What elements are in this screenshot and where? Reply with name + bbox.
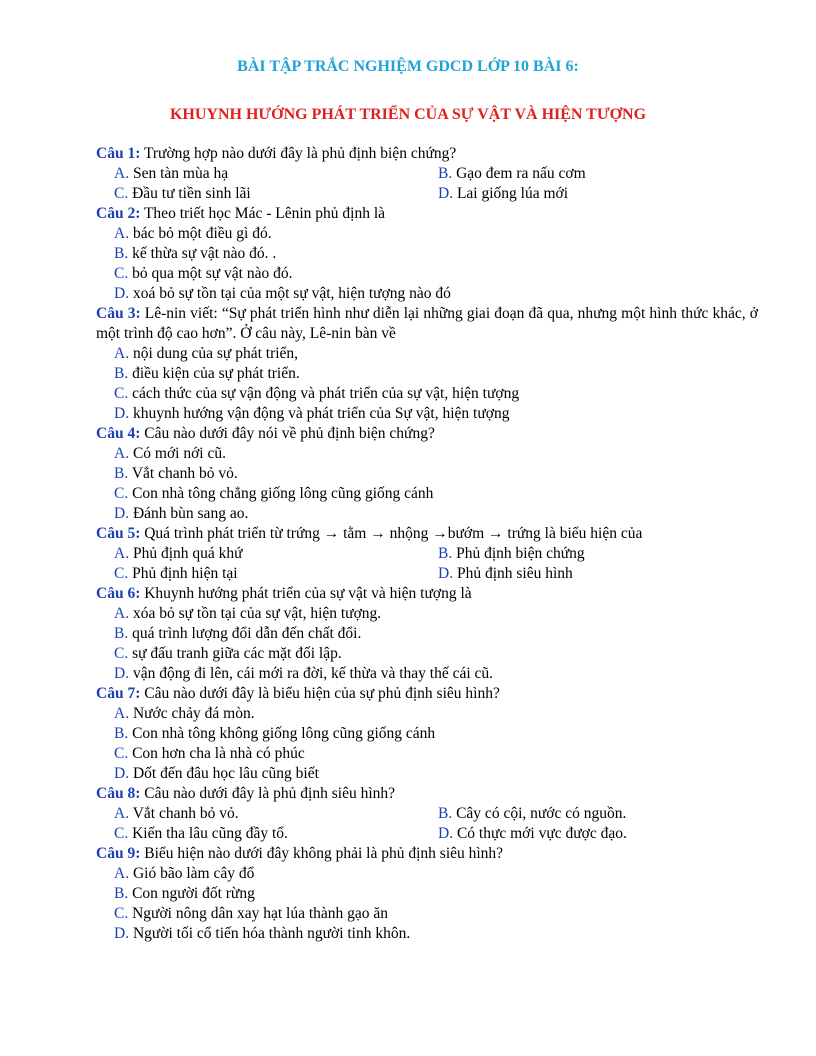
option-text: Dốt đến đâu học lâu cũng biết <box>132 765 319 782</box>
question-text: Biểu hiện nào dưới đây không phải là phủ định siêu hình? <box>144 845 504 862</box>
option-b <box>114 624 758 644</box>
question-stem <box>96 424 758 444</box>
option-letter: C. <box>114 565 129 582</box>
option-text: Người nông dân xay hạt lúa thành gạo ăn <box>132 905 389 922</box>
document-subtitle: KHUYNH HƯỚNG PHÁT TRIỂN CỦA SỰ VẬT VÀ HIỆN TƯỢNG <box>169 106 647 123</box>
option-letter: A. <box>114 165 130 182</box>
option-text: xoá bỏ sự tồn tại của một sự vật, hiện tượng nào đó <box>132 285 451 302</box>
option-c <box>114 744 758 764</box>
option-d <box>114 504 758 524</box>
option-b <box>114 724 758 744</box>
option-letter: A. <box>114 705 130 722</box>
option-text: Vắt chanh bỏ vỏ. <box>132 805 239 822</box>
question-text: Quá trình phát triển từ trứng → tằm → nhộng →bướm → trứng là biểu hiện của <box>144 525 643 542</box>
option-a <box>114 604 758 624</box>
option-a <box>114 444 758 464</box>
option-text: Đánh bùn sang ao. <box>132 505 249 522</box>
question-8 <box>96 784 758 844</box>
option-c <box>114 484 758 504</box>
question-stem <box>96 584 758 604</box>
document-title: BÀI TẬP TRẮC NGHIỆM GDCD LỚP 10 BÀI 6: <box>237 58 579 75</box>
option-text: Kiến tha lâu cũng đầy tổ. <box>132 825 288 842</box>
option-text: Phủ định hiện tại <box>132 565 238 582</box>
option-letter: C. <box>114 485 129 502</box>
option-letter: A. <box>114 445 130 462</box>
option-text: Phủ định quá khứ <box>132 545 243 562</box>
option-a <box>114 224 758 244</box>
question-3 <box>96 304 758 424</box>
option-text: vận động đi lên, cái mới ra đời, kế thừa và thay thế cái cũ. <box>132 665 494 682</box>
option-letter: B. <box>114 725 129 742</box>
option-letter: C. <box>114 905 129 922</box>
option-text: Có mới nới cũ. <box>132 445 226 462</box>
question-text: Theo triết học Mác - Lênin phủ định là <box>143 205 386 222</box>
option-text: Cây có cội, nước có nguồn. <box>456 805 627 822</box>
option-text: Phủ định siêu hình <box>456 565 573 582</box>
question-text: Lê-nin viết: “Sự phát triển hình như diễn lại những giai đoạn đã qua, nhưng một hình thức khác, ở một trình độ cao hơn”. Ở câu này, Lê-nin bàn về <box>96 305 758 342</box>
option-text: bác bỏ một điều gì đó. <box>132 225 272 242</box>
option-text: Phủ định biện chứng <box>456 545 585 562</box>
option-text: Đầu tư tiền sinh lãi <box>132 185 251 202</box>
option-letter: A. <box>114 805 130 822</box>
option-text: nội dung của sự phát triển, <box>132 345 299 362</box>
option-letter: A. <box>114 225 130 242</box>
option-letter: A. <box>114 605 130 622</box>
option-text: Nước chảy đá mòn. <box>132 705 255 722</box>
option-a <box>114 864 758 884</box>
option-letter: A. <box>114 865 130 882</box>
option-letter: C. <box>114 745 129 762</box>
question-text: Câu nào dưới đây là phủ định siêu hình? <box>144 785 396 802</box>
option-b <box>114 464 758 484</box>
answer-options <box>96 544 758 584</box>
option-c <box>114 184 438 204</box>
option-letter: B. <box>114 465 129 482</box>
option-text: Sen tàn mùa hạ <box>132 165 229 182</box>
option-letter: A. <box>114 545 130 562</box>
option-letter: B. <box>438 545 453 562</box>
answer-options <box>96 224 758 304</box>
option-letter: D. <box>438 185 454 202</box>
option-b <box>438 164 758 184</box>
option-letter: B. <box>114 885 129 902</box>
option-letter: D. <box>114 285 130 302</box>
question-stem <box>96 844 758 864</box>
option-letter: C. <box>114 825 129 842</box>
question-number: Câu 6: <box>96 585 141 602</box>
option-text: bỏ qua một sự vật nào đó. <box>132 265 293 282</box>
option-letter: B. <box>438 165 453 182</box>
option-letter: B. <box>438 805 453 822</box>
answer-options <box>96 864 758 944</box>
question-number: Câu 5: <box>96 525 141 542</box>
option-a <box>114 804 438 824</box>
answer-options <box>96 704 758 784</box>
question-number: Câu 4: <box>96 425 141 442</box>
option-letter: C. <box>114 185 129 202</box>
question-number: Câu 7: <box>96 685 141 702</box>
answer-options <box>96 164 758 204</box>
option-c <box>114 384 758 404</box>
option-b <box>114 364 758 384</box>
question-7 <box>96 684 758 784</box>
question-stem <box>96 684 758 704</box>
question-number: Câu 9: <box>96 845 141 862</box>
option-letter: C. <box>114 385 129 402</box>
question-stem <box>96 204 758 224</box>
option-c <box>114 644 758 664</box>
option-text: quá trình lượng đổi dẫn đến chất đổi. <box>132 625 362 642</box>
question-number: Câu 8: <box>96 785 141 802</box>
option-d <box>114 764 758 784</box>
option-d <box>114 664 758 684</box>
answer-options <box>96 344 758 424</box>
option-text: Gió bão làm cây đổ <box>132 865 255 882</box>
option-text: kế thừa sự vật nào đó. . <box>132 245 277 262</box>
question-stem <box>96 144 758 164</box>
option-b <box>438 544 758 564</box>
option-d <box>438 564 758 584</box>
option-text: Con hơn cha là nhà có phúc <box>132 745 305 762</box>
option-text: xóa bỏ sự tồn tại của sự vật, hiện tượng. <box>132 605 382 622</box>
question-text: Câu nào dưới đây là biểu hiện của sự phủ định siêu hình? <box>144 685 500 702</box>
option-d <box>114 404 758 424</box>
option-a <box>114 164 438 184</box>
option-letter: D. <box>114 505 130 522</box>
option-text: cách thức của sự vận động và phát triển của sự vật, hiện tượng <box>132 385 520 402</box>
option-letter: B. <box>114 245 129 262</box>
option-d <box>114 284 758 304</box>
option-letter: D. <box>114 665 130 682</box>
option-letter: C. <box>114 645 129 662</box>
question-text: Khuynh hướng phát triển của sự vật và hiện tượng là <box>144 585 472 602</box>
option-c <box>114 824 438 844</box>
option-d <box>438 824 758 844</box>
question-6 <box>96 584 758 684</box>
option-text: điều kiện của sự phát triển. <box>132 365 300 382</box>
option-d <box>114 924 758 944</box>
option-letter: A. <box>114 345 130 362</box>
option-text: Gạo đem ra nấu cơm <box>456 165 586 182</box>
option-text: Lai giống lúa mới <box>456 185 569 202</box>
question-text: Trường hợp nào dưới đây là phủ định biện chứng? <box>143 145 457 162</box>
option-text: Người tối cổ tiến hóa thành người tinh khôn. <box>132 925 411 942</box>
option-c <box>114 904 758 924</box>
option-letter: D. <box>114 405 130 422</box>
question-number: Câu 2: <box>96 205 141 222</box>
question-2 <box>96 204 758 304</box>
option-letter: C. <box>114 265 129 282</box>
answer-options <box>96 604 758 684</box>
option-b <box>438 804 758 824</box>
answer-options <box>96 444 758 524</box>
question-list <box>96 144 758 944</box>
option-text: Vắt chanh bỏ vỏ. <box>131 465 238 482</box>
option-a <box>114 704 758 724</box>
question-stem <box>96 524 758 544</box>
option-text: Con nhà tông chẳng giống lông cũng giống cánh <box>132 485 434 502</box>
option-text: sự đấu tranh giữa các mặt đối lập. <box>132 645 342 662</box>
question-5 <box>96 524 758 584</box>
option-text: Con người đốt rừng <box>132 885 255 902</box>
option-b <box>114 244 758 264</box>
option-a <box>114 544 438 564</box>
option-letter: B. <box>114 365 129 382</box>
option-text: Con nhà tông không giống lông cũng giống cánh <box>132 725 436 742</box>
option-d <box>438 184 758 204</box>
question-number: Câu 3: <box>96 305 141 322</box>
answer-options <box>96 804 758 844</box>
question-stem <box>96 304 758 344</box>
option-letter: D. <box>114 765 130 782</box>
option-a <box>114 344 758 364</box>
question-9 <box>96 844 758 944</box>
option-letter: D. <box>438 825 454 842</box>
option-letter: B. <box>114 625 129 642</box>
option-text: khuynh hướng vận động và phát triển của Sự vật, hiện tượng <box>132 405 510 422</box>
option-letter: D. <box>114 925 130 942</box>
question-1 <box>96 144 758 204</box>
question-stem <box>96 784 758 804</box>
option-b <box>114 884 758 904</box>
question-text: Câu nào dưới đây nói về phủ định biện chứng? <box>144 425 435 442</box>
question-number: Câu 1: <box>96 145 141 162</box>
option-c <box>114 264 758 284</box>
option-text: Có thực mới vực được đạo. <box>456 825 627 842</box>
question-4 <box>96 424 758 524</box>
option-c <box>114 564 438 584</box>
option-letter: D. <box>438 565 454 582</box>
